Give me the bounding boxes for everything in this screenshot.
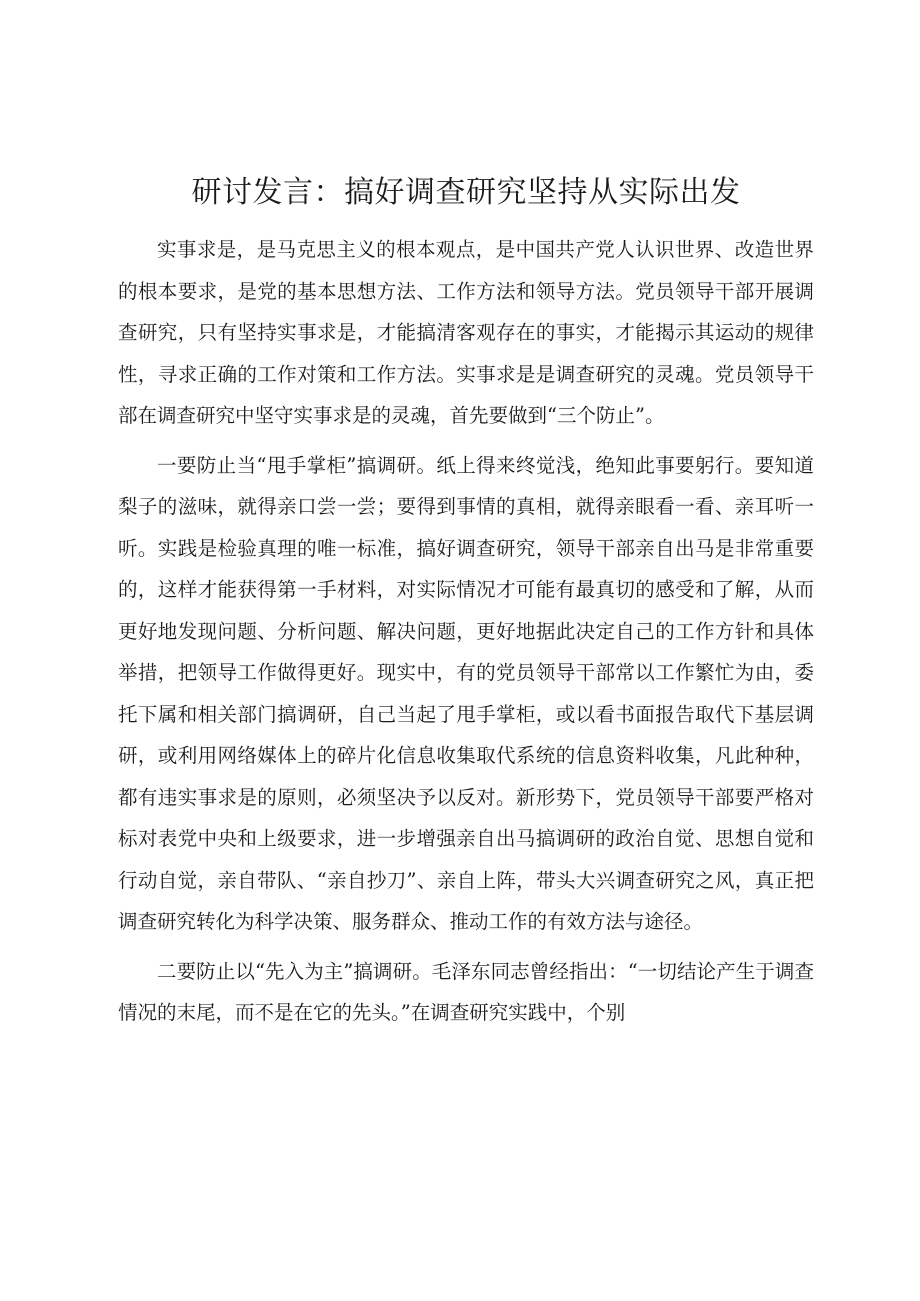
document-body <box>118 229 814 1042</box>
paragraph-2: 一要防止当“甩手掌柜”搞调研。纸上得来终觉浅，绝知此事要躬行。要知道梨子的滋味，就得亲口尝一尝；要得到事情的真相，就得亲眼看一看、亲耳听一听。实践是检验真理的唯一标准，搞好调查研究，领导干部亲自出马是非常重要的，这样才能获得第一手材料，对实际情况才可能有最真切的感受和了解，从而更好地发现问题、分析问题、解决问题，更好地据此决定自己的工作方针和具体举措，把领导工作做得更好。现实中，有的党员领导干部常以工作繁忙为由，委托下属和相关部门搞调研，自己当起了甩手掌柜，或以看书面报告取代下基层调研，或利用网络媒体上的碎片化信息收集取代系统的信息资料收集，凡此种种，都有违实事求是的原则，必须坚决予以反对。新形势下，党员领导干部要严格对标对表党中央和上级要求，进一步增强亲自出马搞调研的政治自觉、思想自觉和行动自觉，亲自带队、“亲自抄刀”、亲自上阵，带头大兴调查研究之风，真正把调查研究转化为科学决策、服务群众、推动工作的有效方法与途径。 <box>118 453 814 933</box>
paragraph-3: 二要防止以“先入为主”搞调研。毛泽东同志曾经指出：“一切结论产生于调查情况的末尾，而不是在它的先头。”在调查研究实践中，个别 <box>118 959 814 1024</box>
document-title: 研讨发言：搞好调查研究坚持从实际出发 <box>191 175 741 210</box>
paragraph-1: 实事求是，是马克思主义的根本观点，是中国共产党人认识世界、改造世界的根本要求，是党的基本思想方法、工作方法和领导方法。党员领导干部开展调查研究，只有坚持实事求是，才能搞清客观存在的事实，才能揭示其运动的规律性，寻求正确的工作对策和工作方法。实事求是是调查研究的灵魂。党员领导干部在调查研究中坚守实事求是的灵魂，首先要做到“三个防止”。 <box>118 238 814 427</box>
